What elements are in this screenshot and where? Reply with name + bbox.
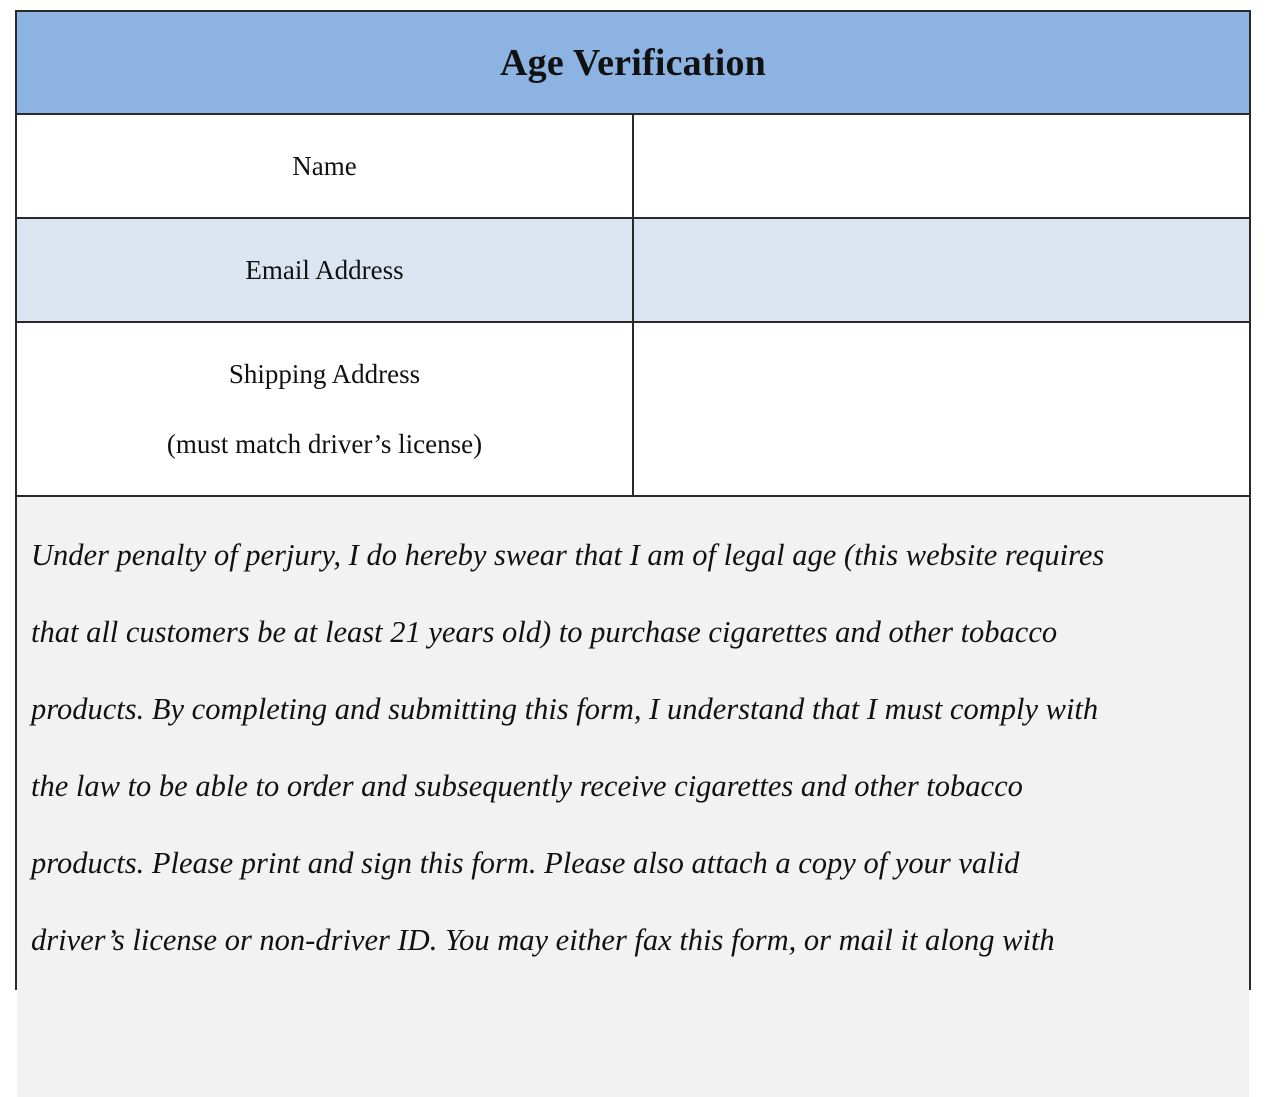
email-field[interactable] (634, 219, 1249, 321)
shipping-field[interactable] (634, 323, 1249, 495)
declaration-line: Under penalty of perjury, I do hereby swear that I am of legal age (this website requires (31, 538, 1105, 572)
email-row (17, 219, 1249, 323)
declaration-line: driver’s license or non-driver ID. You may either fax this form, or mail it along with (31, 923, 1055, 957)
age-verification-form (15, 10, 1251, 990)
declaration-line: the law to be able to order and subsequently receive cigarettes and other tobacco (31, 769, 1023, 803)
shipping-label: Shipping Address (228, 359, 421, 389)
email-label-cell (17, 219, 634, 321)
declaration-line: that all customers be at least 21 years old) to purchase cigarettes and other tobacco (31, 615, 1058, 649)
shipping-note: (must match driver’s license) (166, 429, 483, 459)
form-header (17, 12, 1249, 115)
declaration-block (17, 497, 1249, 1097)
name-field[interactable] (634, 115, 1249, 217)
declaration-line: products. Please print and sign this form. Please also attach a copy of your valid (31, 846, 1020, 880)
declaration-line: products. By completing and submitting this form, I understand that I must comply with (31, 692, 1099, 726)
form-title: Age Verification (500, 41, 766, 84)
email-label: Email Address (245, 254, 404, 285)
name-label-cell (17, 115, 634, 217)
shipping-row (17, 323, 1249, 497)
name-row (17, 115, 1249, 219)
shipping-label-cell (17, 323, 634, 495)
name-label: Name (292, 150, 357, 181)
